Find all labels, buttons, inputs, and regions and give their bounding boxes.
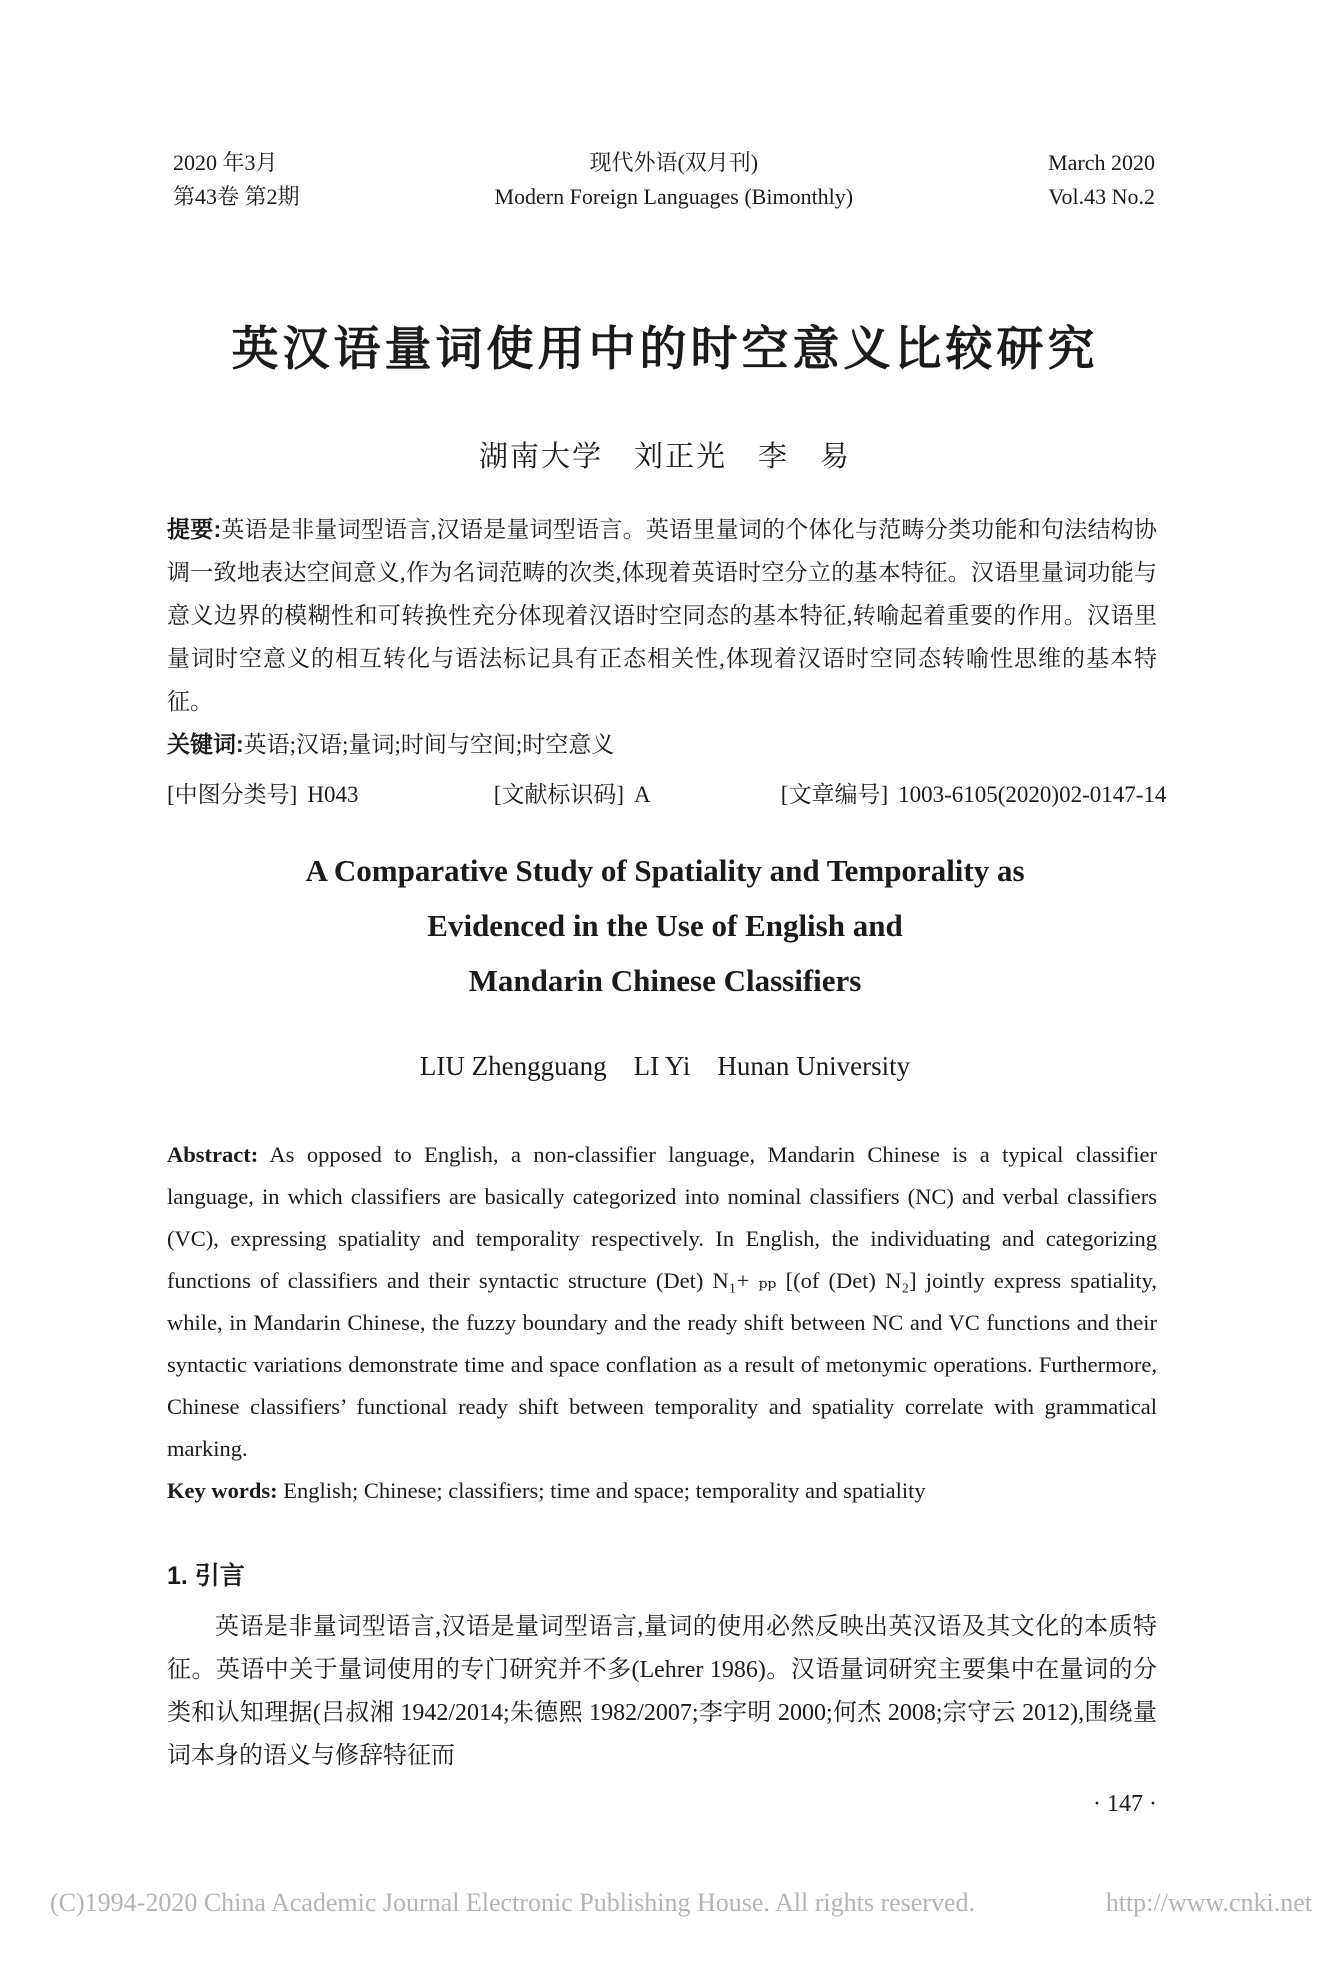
keywords-en-label: Key words: bbox=[167, 1478, 278, 1503]
issue-volume-en: Vol.43 No.2 bbox=[1048, 184, 1155, 209]
clc-label: [中图分类号] bbox=[167, 782, 298, 807]
keywords-en-text: English; Chinese; classifiers; time and space; temporality and spatiality bbox=[283, 1478, 926, 1503]
issue-date-zh: 2020 年3月 bbox=[173, 150, 278, 175]
issue-date-en: March 2020 bbox=[1048, 150, 1155, 175]
abstract-en-text: As opposed to English, a non-classifier language, Mandarin Chinese is a typical classifier language, in which classifiers are basically categorized into nominal classifiers (NC) and verbal classifiers (VC), expressing spatiality and temporality respectively. In English, the individuating and categorizing functions of classifiers and their syntactic structure (Det) N₁+ ₚₚ [(of (Det) N₂] jointly express spatiality, while, in Mandarin Chinese, the fuzzy boundary and the ready shift between NC and VC functions and their syntactic variations demonstrate time and space conflation as a result of metonymic operations. Furthermore, Chinese classifiers’ functional ready shift between temporality and spatiality correlate with grammatical marking. bbox=[167, 1142, 1158, 1461]
clc-number bbox=[167, 773, 494, 816]
article-title-en bbox=[0, 843, 1330, 1008]
journal-name-en: Modern Foreign Languages (Bimonthly) bbox=[494, 184, 854, 209]
article-id-label: [文章编号] bbox=[780, 782, 889, 807]
clc-value: H043 bbox=[307, 782, 359, 807]
article-id bbox=[780, 773, 1167, 816]
document-code-label: [文献标识码] bbox=[493, 782, 625, 807]
title-en-line1: A Comparative Study of Spatiality and Temporality as bbox=[305, 853, 1025, 888]
journal-header bbox=[173, 146, 1155, 214]
title-en-line3: Mandarin Chinese Classifiers bbox=[468, 963, 862, 998]
page-number: · 147 · bbox=[1093, 1791, 1157, 1817]
document-code bbox=[494, 773, 781, 816]
authors-zh: 湖南大学 刘正光 李 易 bbox=[478, 441, 851, 473]
article-title-zh: 英汉语量词使用中的时空意义比较研究 bbox=[231, 324, 1099, 376]
abstract-en bbox=[167, 1134, 1157, 1470]
chinese-front-matter bbox=[167, 508, 1167, 816]
copyright-footer bbox=[50, 1888, 1312, 1918]
classification-row bbox=[167, 773, 1167, 816]
section-1 bbox=[167, 1556, 1157, 1778]
header-issue-block-en bbox=[1048, 146, 1155, 214]
english-front-matter bbox=[167, 1134, 1157, 1512]
keywords-zh bbox=[167, 723, 1157, 766]
copyright-text: (C)1994-2020 China Academic Journal Electronic Publishing House. All rights reserved. bbox=[50, 1888, 975, 1917]
abstract-zh-label: 提要: bbox=[167, 516, 222, 542]
issue-volume-zh: 第43卷 第2期 bbox=[173, 184, 300, 209]
keywords-en bbox=[167, 1470, 1157, 1512]
keywords-zh-text: 英语;汉语;量词;时间与空间;时空意义 bbox=[243, 732, 615, 757]
title-en-line2: Evidenced in the Use of English and bbox=[427, 908, 903, 943]
keywords-zh-label: 关键词: bbox=[167, 731, 244, 757]
section-1-heading: 1. 引言 bbox=[167, 1562, 245, 1590]
abstract-zh bbox=[167, 508, 1157, 723]
authors-en: LIU Zhengguang LI Yi Hunan University bbox=[419, 1051, 911, 1081]
document-code-value: A bbox=[634, 782, 651, 807]
cnki-url: http://www.cnki.net bbox=[1105, 1888, 1312, 1917]
journal-name-zh: 现代外语(双月刊) bbox=[589, 150, 759, 175]
header-issue-block bbox=[173, 146, 300, 214]
header-journal-block bbox=[494, 146, 853, 214]
section-1-paragraph: 英语是非量词型语言,汉语是量词型语言,量词的使用必然反映出英汉语及其文化的本质特征。英语中关于量词使用的专门研究并不多(Lehrer 1986)。汉语量词研究主要集中在量词的分类和认知理据(吕叔湘 1942/2014;朱德熙 1982/2007;李宇明 2000;何杰 2008;宗守云 2012),围绕量词本身的语义与修辞特征而 bbox=[167, 1614, 1157, 1769]
abstract-zh-text: 英语是非量词型语言,汉语是量词型语言。英语里量词的个体化与范畴分类功能和句法结构协调一致地表达空间意义,作为名词范畴的次类,体现着英语时空分立的基本特征。汉语里量词功能与意义边界的模糊性和可转换性充分体现着汉语时空同态的基本特征,转喻起着重要的作用。汉语里量词时空意义的相互转化与语法标记具有正态相关性,体现着汉语时空同态转喻性思维的基本特征。 bbox=[167, 517, 1157, 714]
abstract-en-label: Abstract: bbox=[167, 1142, 259, 1167]
article-id-value: 1003-6105(2020)02-0147-14 bbox=[898, 782, 1167, 807]
